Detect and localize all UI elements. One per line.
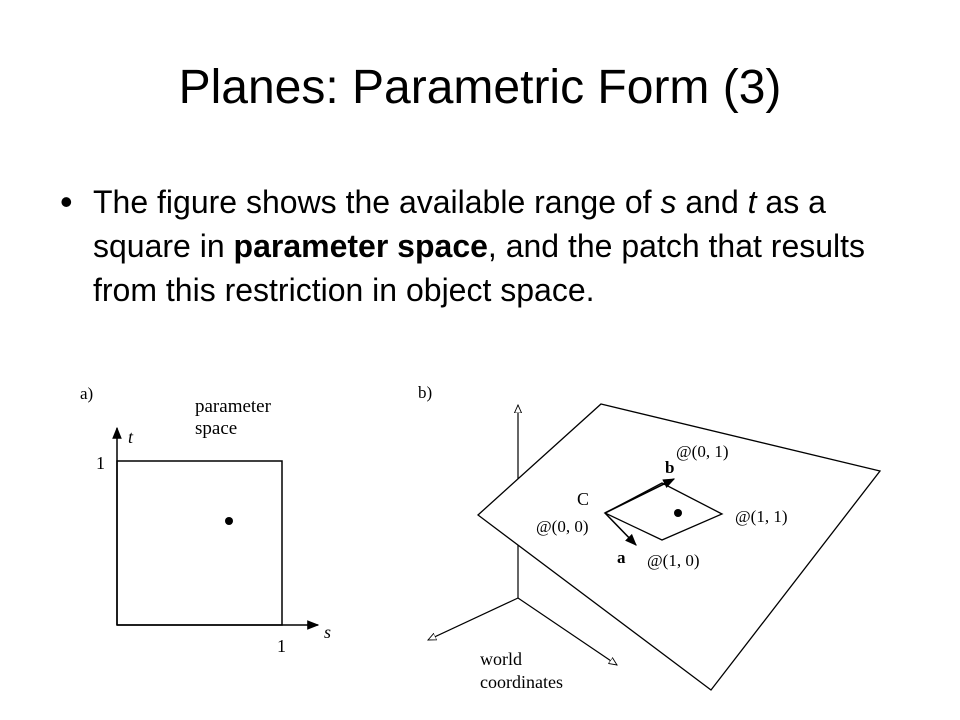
figure-a-label: a) [80,384,94,403]
world-x-axis [428,598,518,640]
parameter-space-caption-line1: parameter [195,396,271,417]
point-c-label: C [577,489,590,509]
bullet-text-part: and [676,184,748,220]
bullet-marker: • [60,181,73,222]
t-tick-label: 1 [96,453,105,473]
bullet-text-part: The figure shows the available range of [93,184,661,220]
bullet-text-part: , and the patch that results from this restriction in object space. [93,228,866,308]
vector-a-label: a [617,548,626,567]
s-axis-label: s [324,622,332,642]
italic-t: t [747,184,757,220]
bold-term: parameter space [233,228,488,264]
parameter-space-caption-line2: space [195,418,238,439]
corner-11-label: @(1, 1) [735,507,788,526]
s-tick-label: 1 [277,636,286,656]
t-axis-label: t [128,427,134,447]
italic-s: s [660,184,677,220]
world-coordinates-label-line1: world [480,649,522,669]
patch-point [674,509,682,517]
corner-10-label: @(1, 0) [647,551,700,570]
corner-00-label: @(0, 0) [536,517,589,536]
slide-title: Planes: Parametric Form (3) [178,61,782,114]
vector-b-label: b [665,458,675,477]
world-coordinates-label-line2: coordinates [480,672,563,692]
parameter-square [117,461,282,625]
figure-a [80,384,331,656]
figure-b [418,383,880,692]
corner-01-label: @(0, 1) [676,442,729,461]
bullet-text-part: as a square in [93,184,826,264]
parameter-point [225,517,233,525]
figure-b-label: b) [418,383,433,402]
